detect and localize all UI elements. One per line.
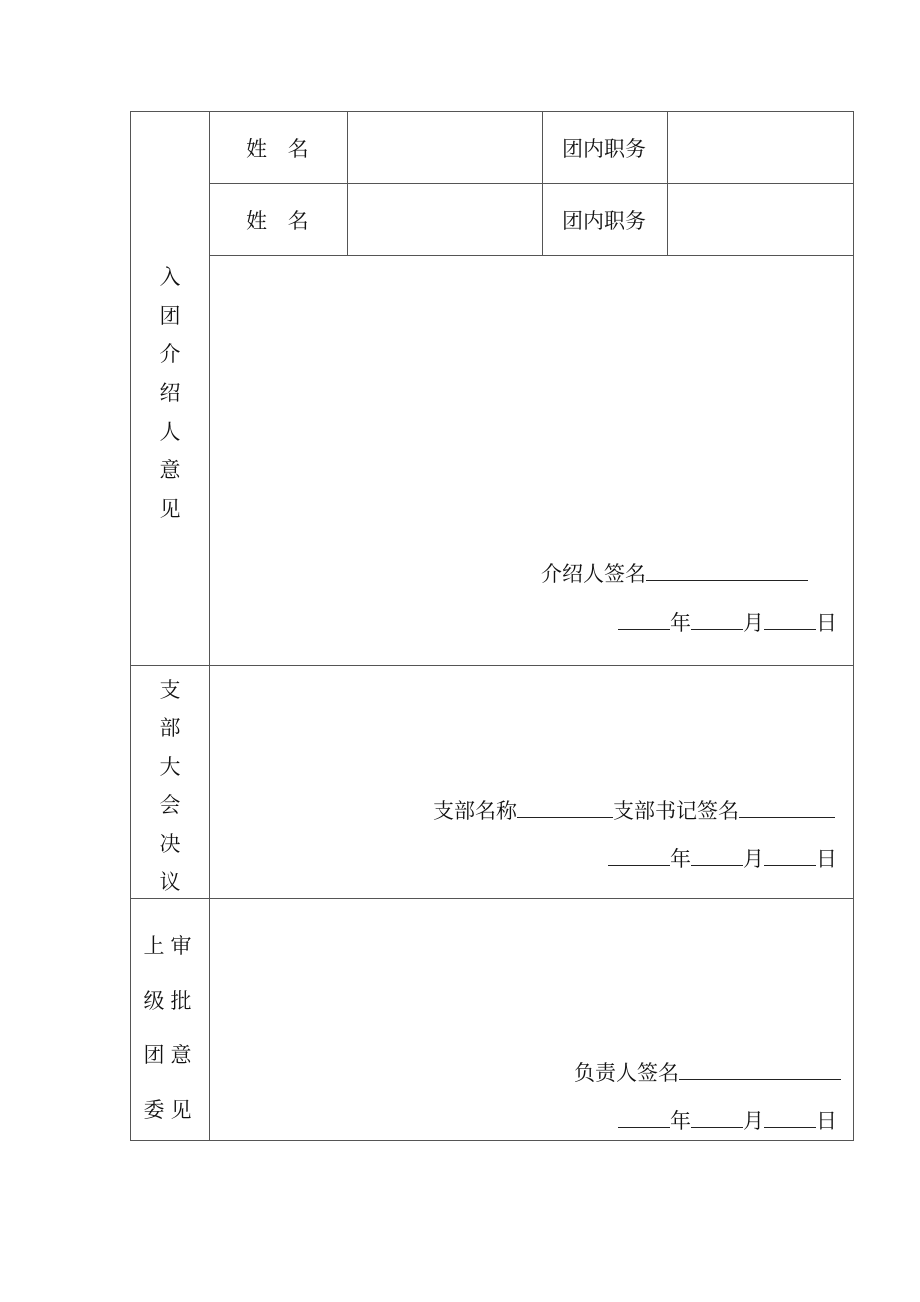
approval-date: 年 月 日 bbox=[618, 1108, 837, 1132]
header-col-divider-2 bbox=[542, 111, 543, 256]
year-blank[interactable] bbox=[608, 846, 670, 866]
month-blank[interactable] bbox=[691, 1108, 743, 1128]
year-blank[interactable] bbox=[618, 1108, 670, 1128]
section2-bottom-divider bbox=[130, 898, 854, 899]
name-label: 姓 名 bbox=[246, 209, 309, 233]
day-blank[interactable] bbox=[764, 846, 816, 866]
label-column-divider bbox=[209, 111, 210, 1141]
responsible-signature-blank[interactable] bbox=[679, 1060, 841, 1080]
section1-bottom-divider bbox=[130, 665, 854, 666]
introducer-signature-label: 介绍人签名 bbox=[541, 562, 646, 586]
header-bottom-divider bbox=[209, 255, 854, 256]
responsible-signature-label: 负责人签名 bbox=[574, 1061, 679, 1085]
branch-meeting-resolution-label: 支 部 大 会 决 议 bbox=[159, 678, 181, 894]
membership-form bbox=[130, 111, 854, 1141]
secretary-signature-blank[interactable] bbox=[739, 798, 835, 818]
branch-name-label: 支部名称 bbox=[433, 799, 517, 823]
introducer-signature bbox=[541, 561, 808, 585]
introducer-date: 年 月 日 bbox=[618, 610, 837, 634]
branch-signature-line bbox=[433, 798, 835, 822]
upper-league-approval-label-col2: 审 批 意 见 bbox=[170, 934, 192, 1122]
day-blank[interactable] bbox=[764, 610, 816, 630]
position-label: 团内职务 bbox=[562, 209, 646, 233]
form-border-right bbox=[853, 111, 854, 1141]
month-blank[interactable] bbox=[691, 610, 743, 630]
upper-league-approval-label-col1: 上 级 团 委 bbox=[143, 934, 165, 1122]
form-border-left bbox=[130, 111, 131, 1141]
branch-name-blank[interactable] bbox=[517, 798, 613, 818]
day-blank[interactable] bbox=[764, 1108, 816, 1128]
month-blank[interactable] bbox=[691, 846, 743, 866]
year-blank[interactable] bbox=[618, 610, 670, 630]
branch-date: 年 月 日 bbox=[608, 846, 837, 870]
form-border-top bbox=[130, 111, 854, 112]
name-label: 姓 名 bbox=[246, 137, 309, 161]
introducer-signature-blank[interactable] bbox=[646, 561, 808, 581]
responsible-signature bbox=[574, 1060, 841, 1084]
header-col-divider-3 bbox=[667, 111, 668, 256]
form-border-bottom bbox=[130, 1140, 854, 1141]
introducer-opinion-label: 入 团 介 绍 人 意 见 bbox=[159, 265, 181, 522]
header-col-divider-1 bbox=[347, 111, 348, 256]
secretary-signature-label: 支部书记签名 bbox=[613, 799, 739, 823]
header-row-divider bbox=[209, 183, 854, 184]
position-label: 团内职务 bbox=[562, 137, 646, 161]
